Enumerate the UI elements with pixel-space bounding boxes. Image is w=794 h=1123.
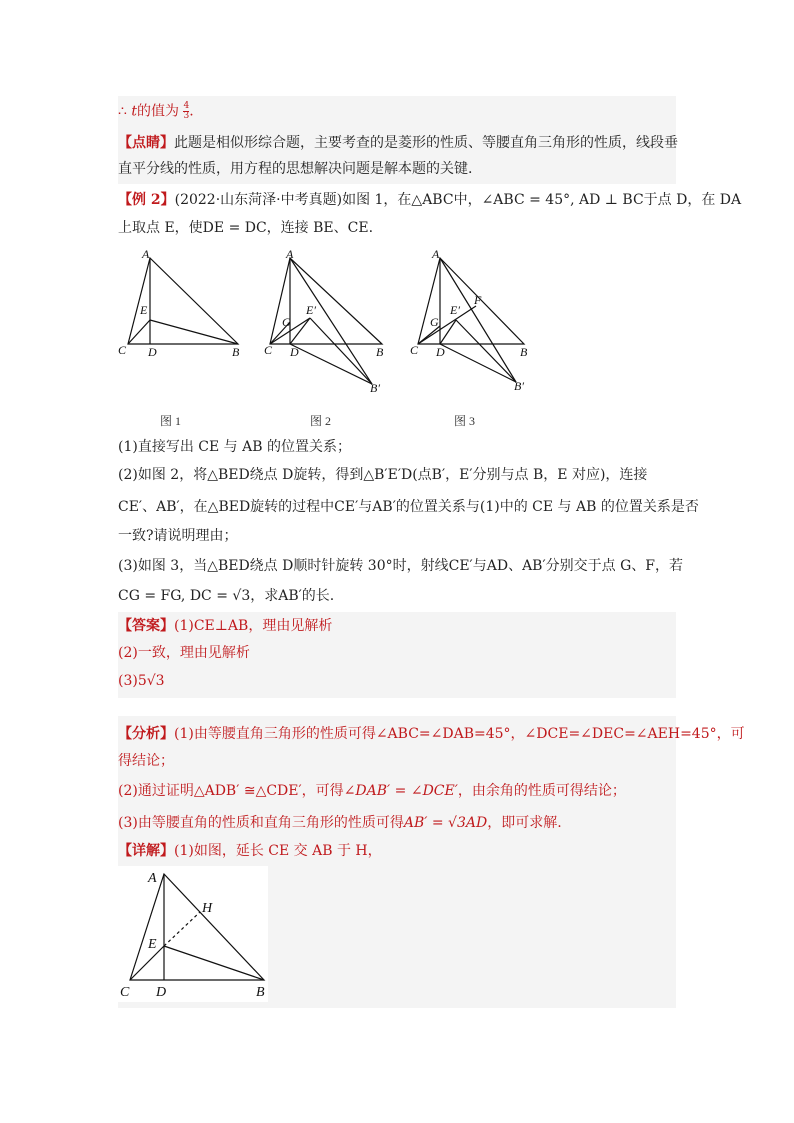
analysis-line-2: 得结论； xyxy=(118,753,174,769)
fig2-db xyxy=(290,344,372,384)
fig2-label-B: B xyxy=(376,345,384,359)
fig3-de xyxy=(440,320,456,344)
detail-label-D: D xyxy=(156,985,167,1000)
dianjing-line-1 xyxy=(118,134,678,152)
fig3-label-E-prime: E′ xyxy=(450,303,460,317)
fig3-label-B: B xyxy=(520,345,528,359)
analysis-text-3a: (2)通过证明△ADB′ ≅△CDE′，可得 xyxy=(118,783,344,799)
fig3-label-D: D xyxy=(436,345,445,359)
therefore-symbol: ∴ xyxy=(118,103,127,120)
analysis-text-4b: AB′ = √3AD xyxy=(403,815,488,831)
caption-fig2: 图 2 xyxy=(310,414,332,428)
fig1-be xyxy=(150,320,238,344)
analysis-line-3 xyxy=(118,782,678,800)
detail-label-H: H xyxy=(202,901,213,916)
example-text-1: (2022·山东菏泽·中考真题)如图 1，在△ABC中，∠ABC = 45°, AD ⊥ BC于点 D，在 DA xyxy=(174,192,742,208)
analysis-text-1: (1)由等腰直角三角形的性质可得∠ABC=∠DAB=45°，∠DCE=∠DEC=∠AEH=45°，可 xyxy=(174,726,745,742)
fig3-label-A: A xyxy=(432,248,440,261)
fig3-label-F: F xyxy=(474,293,482,307)
detail-label-B: B xyxy=(256,985,265,1000)
dianjing-text-1: 此题是相似形综合题，主要考查的是菱形的性质、等腰直角三角形的性质，线段垂 xyxy=(174,135,678,151)
fig2-de xyxy=(290,318,310,344)
detail-figure xyxy=(118,866,268,1002)
answer-line-3 xyxy=(118,672,678,690)
example-text-2: 上取点 E，使DE = DC，连接 BE、CE. xyxy=(118,220,374,236)
answer-3-prefix: (3) xyxy=(118,673,138,689)
answer-2: (2)一致，理由见解析 xyxy=(118,645,250,661)
fig2-label-E-prime: E′ xyxy=(306,303,316,317)
result-line xyxy=(118,102,678,121)
analysis-text-3c: ，由余角的性质可得结论； xyxy=(457,783,626,799)
question-3-line-1: (3)如图 3，当△BED绕点 D顺时针旋转 30°时，射线CE′与AD、AB′分别交于点 G、F，若 xyxy=(118,558,683,574)
answer-line-1 xyxy=(118,617,678,635)
dianjing-tag: 【点睛】 xyxy=(118,135,174,151)
fig1-label-E: E xyxy=(140,303,148,317)
dianjing-text-2: 直平分线的性质，用方程的思想解决问题是解本题的关键. xyxy=(118,161,473,177)
fig1-label-C: C xyxy=(118,343,127,357)
caption-fig3: 图 3 xyxy=(454,414,476,428)
question-1: (1)直接写出 CE 与 AB 的位置关系； xyxy=(118,439,351,455)
detail-text: (1)如图，延长 CE 交 AB 于 H， xyxy=(174,843,382,859)
fig3-label-C: C xyxy=(410,343,419,357)
example-line-2 xyxy=(118,219,678,237)
answer-3-value: 5√3 xyxy=(137,673,165,689)
detail-label-A: A xyxy=(148,871,157,886)
fig3-eb xyxy=(456,320,516,382)
fig2-eb xyxy=(310,318,372,384)
result-text: 的值为 xyxy=(137,103,180,120)
t-variable: t xyxy=(131,103,138,120)
detail-label-E: E xyxy=(148,937,157,952)
detail-line xyxy=(118,842,678,860)
question-2-line-2: CE′、AB′，在△BED旋转的过程中CE′与AB′的位置关系与(1)中的 CE 与 AB 的位置关系是否 xyxy=(118,499,699,515)
fig1-label-A: A xyxy=(142,248,150,261)
detail-label-C: C xyxy=(120,985,130,1000)
figures-1-3 xyxy=(110,248,670,408)
fig2-label-G: G xyxy=(282,315,291,329)
question-2-line-1: (2)如图 2，将△BED绕点 D旋转，得到△B′E′D(点B′，E′分别与点 B，E 对应)，连接 xyxy=(118,467,648,483)
analysis-line-4 xyxy=(118,814,678,832)
fig2-triangle xyxy=(270,258,382,344)
dianjing-line-2 xyxy=(118,160,678,178)
question-3-line-2: CG = FG, DC = √3，求AB′的长. xyxy=(118,588,335,604)
question-2-line-3: 一致?请说明理由； xyxy=(118,528,238,544)
caption-fig1: 图 1 xyxy=(160,414,182,428)
analysis-tag: 【分析】 xyxy=(118,726,174,742)
fig2-label-B-prime: B′ xyxy=(370,381,380,395)
fraction-numerator: 4 xyxy=(183,101,190,111)
period: . xyxy=(189,103,194,120)
detail-tag: 【详解】 xyxy=(118,843,174,859)
fig1-label-D: D xyxy=(148,345,157,359)
example-tag: 【例 2】 xyxy=(118,192,175,208)
fig3-label-G: G xyxy=(430,315,439,329)
fig3-label-B-prime: B′ xyxy=(514,379,524,393)
analysis-line-1 xyxy=(118,725,745,743)
fig1-label-B: B xyxy=(232,345,240,359)
analysis-text-3b: ∠DAB′ = ∠DCE′ xyxy=(343,783,458,799)
analysis-text-4a: (3)由等腰直角的性质和直角三角形的性质可得 xyxy=(118,815,404,831)
fraction-denominator: 3 xyxy=(183,111,190,121)
analysis-text-4c: ，即可求解. xyxy=(487,815,562,831)
fig2-label-A: A xyxy=(286,248,294,261)
fig2-label-D: D xyxy=(290,345,299,359)
answer-tag: 【答案】 xyxy=(118,618,174,634)
fig1-triangle xyxy=(128,258,238,344)
example-line-1 xyxy=(118,191,742,209)
fig2-label-C: C xyxy=(264,343,273,357)
answer-1: (1)CE⊥AB，理由见解析 xyxy=(174,618,333,634)
fig2-ab xyxy=(290,258,372,384)
